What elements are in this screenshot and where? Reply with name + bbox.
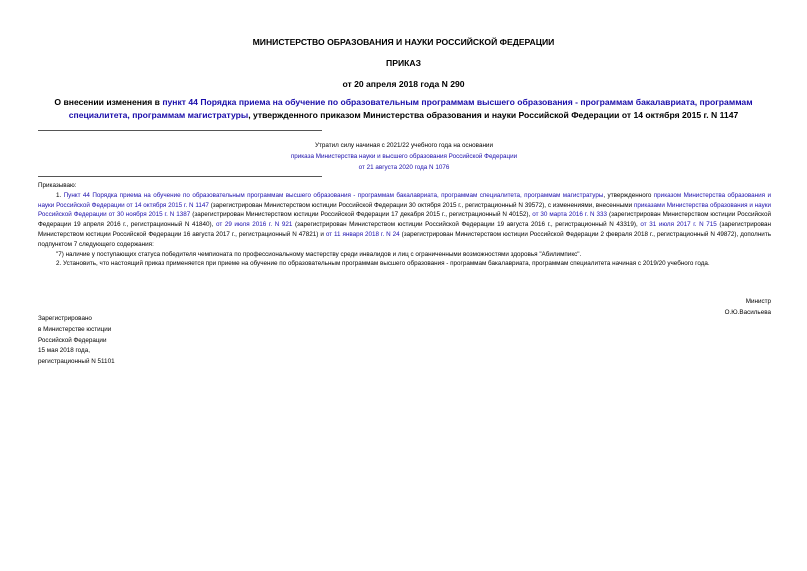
registration-line-3: Российской Федерации — [38, 336, 107, 344]
p1-text-4: (зарегистрирован Министерством юстиции Российской Федерации 19 апреля 2016 г., регистрационный N 41840), — [38, 211, 771, 229]
p1-link-order-1147[interactable]: приказом Министерства образования и науки Российской Федерации от 14 октября 2015 г. N 1147 — [38, 191, 771, 209]
separator-bottom — [38, 176, 322, 177]
signature-position: Министр — [745, 298, 771, 305]
title-link-procedure[interactable]: пункт 44 Порядка приема на обучение по образовательным программам высшего образования - программам бакалавриата, программам специалитета, программам магистратуры — [68, 97, 753, 120]
registration-line-1: Зарегистрировано — [38, 315, 92, 322]
p1-link-order-921[interactable]: от 29 июля 2016 г. N 921 — [215, 221, 293, 229]
doc-type-heading: ПРИКАЗ — [386, 58, 421, 68]
title-text-2: , утвержденного приказом Министерства образования и науки Российской Федерации от 14 октября 2015 г. N 1147 — [248, 110, 739, 120]
ministry-heading: МИНИСТЕРСТВО ОБРАЗОВАНИЯ И НАУКИ РОССИЙСКОЙ ФЕДЕРАЦИИ — [252, 37, 555, 47]
p1-number: 1. — [56, 191, 64, 199]
signature-name: О.Ю.Васильева — [724, 309, 771, 316]
quote-subpoint-7: "7) наличие у поступающих статуса победителя чемпионата по профессиональному мастерству среди инвалидов и лиц с ограниченными возможностями здоровья "Абилимпикс". — [56, 250, 582, 258]
status-note-link-date[interactable]: от 21 августа 2020 года N 1076 — [358, 164, 450, 171]
p1-text-3: (зарегистрирован Министерством юстиции Российской Федерации 17 декабря 2015 г., регистрационный N 40152), — [190, 211, 533, 219]
registration-line-5: регистрационный N 51101 — [38, 358, 115, 366]
paragraph-1 — [38, 191, 771, 250]
paragraph-2: 2. Установить, что настоящий приказ применяется при приеме на обучение по образовательным программам высшего образования - программам бакалавриата, программам специалитета начиная с 2019/20 учебного года. — [56, 260, 710, 268]
p1-link-order-24[interactable]: от 11 января 2018 г. N 24 — [325, 230, 400, 238]
p1-text-1: , утвержденного — [603, 191, 654, 199]
registration-line-4: 15 мая 2018 года, — [38, 347, 90, 355]
p1-text-7: (зарегистрирован Министерством юстиции Российской Федерации 2 февраля 2018 г., регистрационный N 49872), дополнить подпунктом 7 следующего содержания: — [38, 230, 771, 248]
p1-link-procedure[interactable]: Пункт 44 Порядка приема на обучение по образовательным программам высшего образования - программам бакалавриата, программам специалитета, программам магистратуры — [63, 191, 604, 199]
p1-text-6: (зарегистрирован Министерством юстиции Российской Федерации 16 августа 2017 г., регистрационный N 47821) и — [38, 221, 771, 238]
status-note-link-order[interactable]: приказа Министерства науки и высшего образования Российской Федерации — [290, 153, 518, 160]
order-body — [38, 181, 771, 269]
p1-link-order-715[interactable]: от 31 июля 2017 г. N 715 — [640, 221, 717, 229]
date-number-heading: от 20 апреля 2018 года N 290 — [342, 79, 465, 89]
signature-block — [725, 296, 771, 318]
registration-line-2: в Министерстве юстиции — [38, 325, 112, 333]
intro-text: Приказываю: — [38, 182, 77, 189]
title-text-1: О внесении изменения в — [54, 97, 163, 107]
status-note-line1: Утратил силу начиная с 2021/22 учебного года на основании — [315, 142, 493, 149]
order-title — [40, 96, 767, 122]
p1-link-order-333[interactable]: от 30 марта 2016 г. N 333 — [532, 211, 608, 219]
separator-top — [38, 130, 322, 131]
p1-text-5: (зарегистрирован Министерством юстиции Российской Федерации 19 августа 2016 г., регистрационный N 43319), — [292, 221, 641, 229]
status-note — [200, 140, 608, 173]
registration-block — [38, 314, 115, 368]
p1-text-2: (зарегистрирован Министерством юстиции Российской Федерации 30 октября 2015 г., регистрационный N 39572), с изменениями, внесенными — [208, 201, 634, 209]
p1-link-order-1387[interactable]: приказами Министерства образования и науки Российской Федерации от 30 ноября 2015 г. N 1387 — [38, 201, 771, 219]
